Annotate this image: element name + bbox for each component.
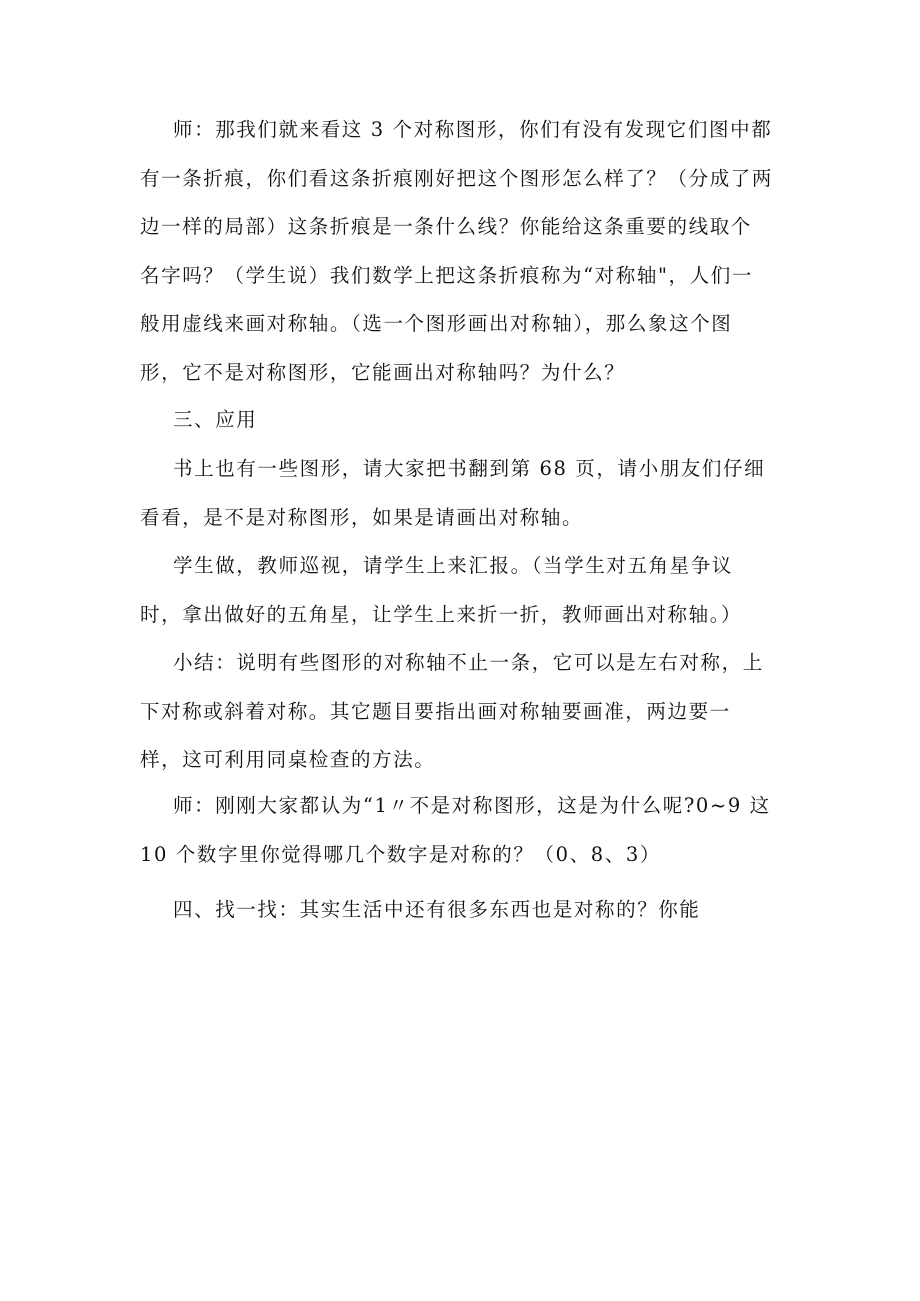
text-line: 边一样的局部）这条折痕是一条什么线？你能给这条重要的线取个 [140,215,752,238]
text-line: 样，这可利用同桌检查的方法。 [140,748,436,771]
text-line: 名字吗？（学生说）我们数学上把这条折痕称为“对称轴"，人们一 [140,263,753,287]
text-line: 师：刚刚大家都认为“1〃不是对称图形，这是为什么呢?0~9 这 [173,794,771,817]
text-line: 书上也有一些图形，请大家把书翻到第 68 页，请小朋友们仔细 [173,457,766,480]
text-line: 10 个数字里你觉得哪几个数字是对称的？（0、8、3） [140,842,661,866]
text-line: 般用虚线来画对称轴。（选一个图形画出对称轴），那么象这个图 [140,312,733,335]
text-line: 有一条折痕，你们看这条折痕刚好把这个图形怎么样了？（分成了两 [140,166,774,190]
text-line: 学生做，教师巡视，请学生上来汇报。（当学生对五角星争议 [173,554,733,577]
section-heading-find [140,886,780,935]
text-line: 时，拿出做好的五角星，让学生上来折一折，教师画出对称轴。） [140,602,743,626]
paragraph-summary [140,639,780,785]
text-line: 形，它不是对称图形，它能画出对称轴吗？为什么？ [140,360,626,384]
text-line: 小结：说明有些图形的对称轴不止一条，它可以是左右对称，上 [173,651,764,674]
paragraph-student-activity [140,542,780,639]
text-line: 下对称或斜着对称。其它题目要指出画对称轴要画准，两边要一 [140,699,731,723]
paragraph-symmetry-axis-discussion [140,106,780,397]
text-line: 看看，是不是对称图形，如果是请画出对称轴。 [140,505,584,529]
paragraph-digit-symmetry [140,782,780,879]
heading-text: 三、应用 [173,408,258,431]
section-heading-application [140,396,780,445]
text-line: 四、找一找：其实生活中还有很多东西也是对称的？你能 [173,898,701,921]
paragraph-textbook-page [140,445,780,542]
text-line: 师：那我们就来看这 3 个对称图形，你们有没有发现它们图中都 [173,118,773,141]
